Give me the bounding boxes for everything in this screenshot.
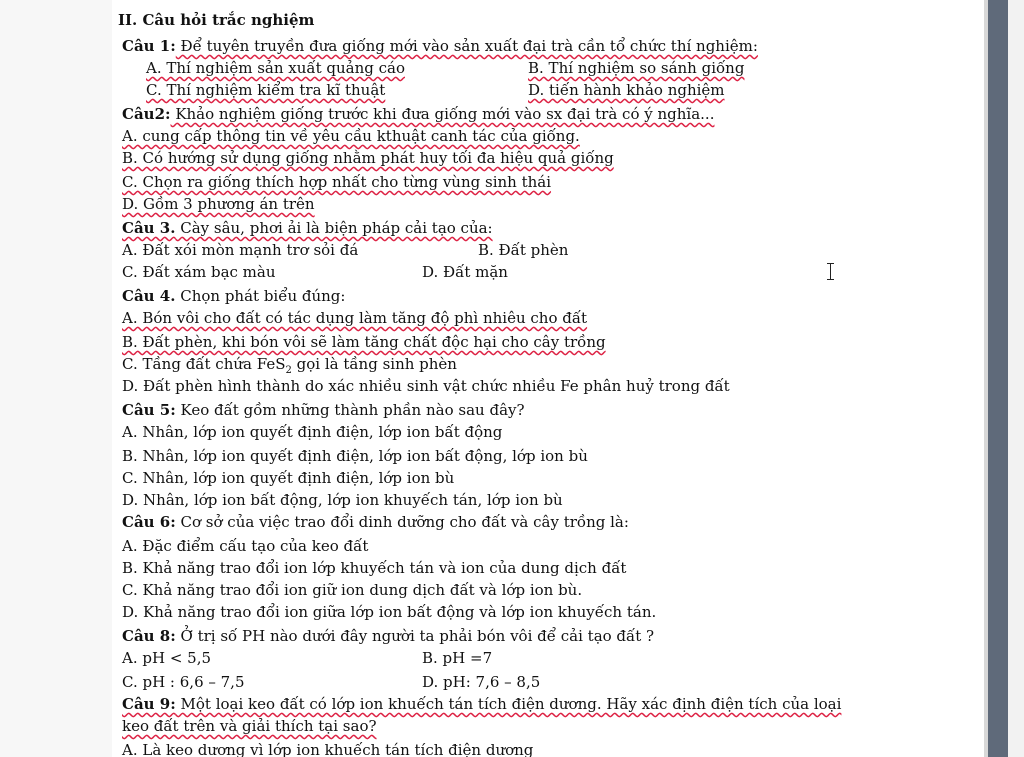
- question-label: Câu2:: [122, 105, 171, 123]
- q2-option-d: D. Gồm 3 phương án trên: [122, 195, 315, 213]
- q1-option-d: D. tiến hành khảo nghiệm: [528, 81, 725, 99]
- q3-option-a: A. Đất xói mòn mạnh trơ sỏi đá: [122, 241, 359, 259]
- section-title: II. Câu hỏi trắc nghiệm: [118, 11, 315, 29]
- subscript: 2: [285, 365, 292, 376]
- q8-option-b: B. pH =7: [422, 649, 493, 667]
- q4-option-a: A. Bón vôi cho đất có tác dụng làm tăng độ phì nhiêu cho đất: [122, 309, 588, 327]
- question-label: Câu 9:: [122, 695, 176, 713]
- q6-option-d: D. Khả năng trao đổi ion giữa lớp ion bất động và lớp ion khuyếch tán.: [122, 603, 657, 621]
- question-5-stem: [122, 400, 525, 420]
- q2-option-a: A. cung cấp thông tin về yêu cầu kthuật canh tác của giống.: [122, 127, 580, 145]
- q1-option-a: A. Thí nghiệm sản xuất quảng cáo: [146, 59, 405, 77]
- document-page[interactable]: [112, 0, 984, 757]
- option-text: C. Tầng đất chứa FeS: [122, 355, 286, 373]
- q9-option-a: A. Là keo dương vì lớp ion khuếch tán tích điện dương: [122, 741, 534, 757]
- q2-option-c: C. Chọn ra giống thích hợp nhất cho từng vùng sinh thái: [122, 173, 552, 191]
- q1-option-c: C. Thí nghiệm kiểm tra kĩ thuật: [146, 81, 386, 99]
- q4-option-d: D. Đất phèn hình thành do xác nhiều sinh vật chức nhiều Fe phân huỷ trong đất: [122, 377, 730, 395]
- question-text: Keo đất gồm những thành phần nào sau đây?: [175, 401, 525, 419]
- q6-option-a: A. Đặc điểm cấu tạo của keo đất: [122, 537, 369, 555]
- q3-option-d: D. Đất mặn: [422, 263, 508, 281]
- question-6-stem: [122, 512, 629, 532]
- q5-option-b: B. Nhân, lớp ion quyết định điện, lớp ion bất động, lớp ion bù: [122, 447, 588, 465]
- scrollbar[interactable]: [988, 0, 1008, 757]
- q8-option-a: A. pH < 5,5: [122, 649, 212, 667]
- q6-option-b: B. Khả năng trao đổi ion lớp khuyếch tán và ion của dung dịch đất: [122, 559, 627, 577]
- q1-option-b: B. Thí nghiệm so sánh giống: [528, 59, 745, 77]
- question-label: Câu 5:: [122, 401, 176, 419]
- question-label: Câu 1:: [122, 37, 176, 55]
- question-9-stem: [122, 694, 841, 714]
- question-8-stem: [122, 626, 654, 646]
- option-text: gọi là tầng sinh phèn: [291, 355, 457, 373]
- question-text: Cơ sở của việc trao đổi dinh dưỡng cho đất và cây trồng là:: [175, 513, 629, 531]
- question-label: Câu 6:: [122, 513, 176, 531]
- question-4-stem: [122, 286, 345, 306]
- q5-option-a: A. Nhân, lớp ion quyết định điện, lớp ion bất động: [122, 423, 503, 441]
- question-text: Một loại keo đất có lớp ion khuếch tán tích điện dương. Hãy xác định điện tích của loại: [175, 695, 842, 713]
- q4-option-b: B. Đất phèn, khi bón vôi sẽ làm tăng chất độc hại cho cây trồng: [122, 333, 606, 351]
- text-cursor-icon: [826, 262, 836, 280]
- q2-option-b: B. Có hướng sử dụng giống nhằm phát huy tối đa hiệu quả giống: [122, 149, 614, 167]
- question-text: Ở trị số PH nào dưới đây người ta phải bón vôi để cải tạo đất ?: [175, 627, 655, 645]
- question-2-stem: [122, 104, 714, 124]
- right-pane: [1008, 0, 1024, 757]
- question-3-stem: [122, 218, 493, 238]
- question-1-stem: [122, 36, 758, 56]
- q5-option-c: C. Nhân, lớp ion quyết định điện, lớp ion bù: [122, 469, 455, 487]
- question-text: Chọn phát biểu đúng:: [175, 287, 346, 305]
- question-text: Để tuyên truyền đưa giống mới vào sản xuất đại trà cần tổ chức thí nghiệm:: [175, 37, 758, 55]
- q6-option-c: C. Khả năng trao đổi ion giữ ion dung dịch đất và lớp ion bù.: [122, 581, 583, 599]
- q3-option-c: C. Đất xám bạc màu: [122, 263, 276, 281]
- q8-option-c: C. pH : 6,6 – 7,5: [122, 673, 245, 691]
- question-label: Câu 4.: [122, 287, 176, 305]
- q8-option-d: D. pH: 7,6 – 8,5: [422, 673, 541, 691]
- left-margin: [0, 0, 112, 757]
- q3-option-b: B. Đất phèn: [478, 241, 569, 259]
- q5-option-d: D. Nhân, lớp ion bất động, lớp ion khuyếch tán, lớp ion bù: [122, 491, 563, 509]
- question-text: Cày sâu, phơi ải là biện pháp cải tạo của:: [175, 219, 493, 237]
- question-9-stem-continued: keo đất trên và giải thích tại sao?: [122, 717, 377, 735]
- question-label: Câu 8:: [122, 627, 176, 645]
- question-label: Câu 3.: [122, 219, 176, 237]
- question-text: Khảo nghiệm giống trước khi đưa giống mới vào sx đại trà có ý nghĩa...: [170, 105, 715, 123]
